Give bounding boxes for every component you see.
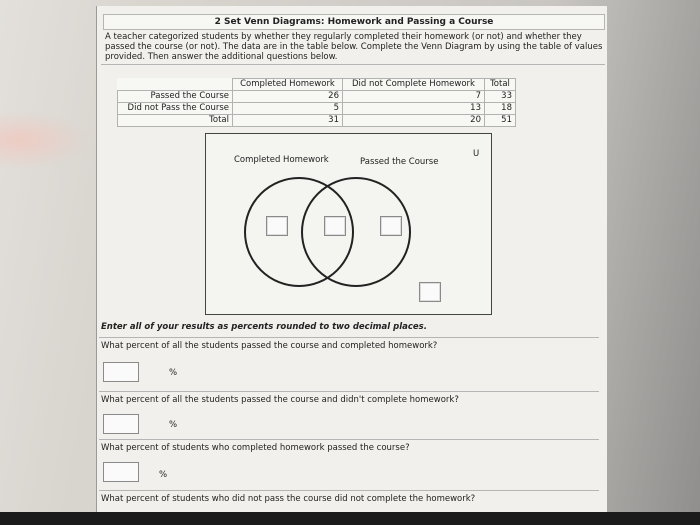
row-label: Total (118, 115, 233, 127)
row-label: Passed the Course (118, 91, 233, 103)
question-text: What percent of students who completed homework passed the course? (101, 443, 410, 453)
question-block (99, 337, 599, 390)
page-title: 2 Set Venn Diagrams: Homework and Passing a Course (103, 14, 605, 30)
answer-input[interactable] (103, 362, 139, 382)
cell: 13 (343, 103, 485, 115)
table-corner (118, 79, 233, 91)
question-text: What percent of students who did not pass the course did not complete the homework? (101, 494, 476, 504)
header-completed: Completed Homework (233, 79, 343, 91)
enter-note: Enter all of your results as percents rounded to two decimal places. (101, 322, 427, 332)
header-not-completed: Did not Complete Homework (343, 79, 485, 91)
percent-unit: % (159, 470, 168, 480)
cell: 33 (485, 91, 516, 103)
set-a-label: Completed Homework (234, 155, 329, 165)
screen-bezel (0, 512, 700, 525)
question-block (99, 439, 599, 490)
row-label: Did not Pass the Course (118, 103, 233, 115)
header-total: Total (485, 79, 516, 91)
venn-input-passed-only[interactable] (380, 216, 402, 236)
percent-unit: % (169, 368, 178, 378)
percent-unit: % (169, 420, 178, 430)
cell: 51 (485, 115, 516, 127)
table-row (118, 103, 516, 115)
question-text: What percent of all the students passed the course and completed homework? (101, 341, 438, 351)
answer-input[interactable] (103, 414, 139, 434)
cell: 31 (233, 115, 343, 127)
cell: 7 (343, 91, 485, 103)
table-header-row (118, 79, 516, 91)
venn-input-completed-only[interactable] (266, 216, 288, 236)
venn-input-intersection[interactable] (324, 216, 346, 236)
venn-input-neither[interactable] (419, 282, 441, 302)
universe-label: U (473, 149, 480, 159)
set-b-label: Passed the Course (360, 157, 439, 167)
venn-diagram (205, 133, 492, 315)
venn-circles (206, 134, 491, 314)
screen-glare (0, 110, 90, 170)
cell: 20 (343, 115, 485, 127)
instructions-text: A teacher categorized students by whether they regularly completed their homework (or not) and whether they passed the course (or not). The data are in the table below. Complete the Venn Diagram by using the table of values provided. Then answer the additional questions below. (101, 30, 605, 65)
cell: 5 (233, 103, 343, 115)
question-text: What percent of all the students passed the course and didn't complete homework? (101, 395, 459, 405)
data-table (117, 78, 516, 127)
cell: 26 (233, 91, 343, 103)
answer-input[interactable] (103, 462, 139, 482)
question-block (99, 391, 599, 440)
table-row (118, 91, 516, 103)
question-block (99, 490, 599, 511)
table-row (118, 115, 516, 127)
cell: 18 (485, 103, 516, 115)
question-panel (96, 6, 607, 512)
